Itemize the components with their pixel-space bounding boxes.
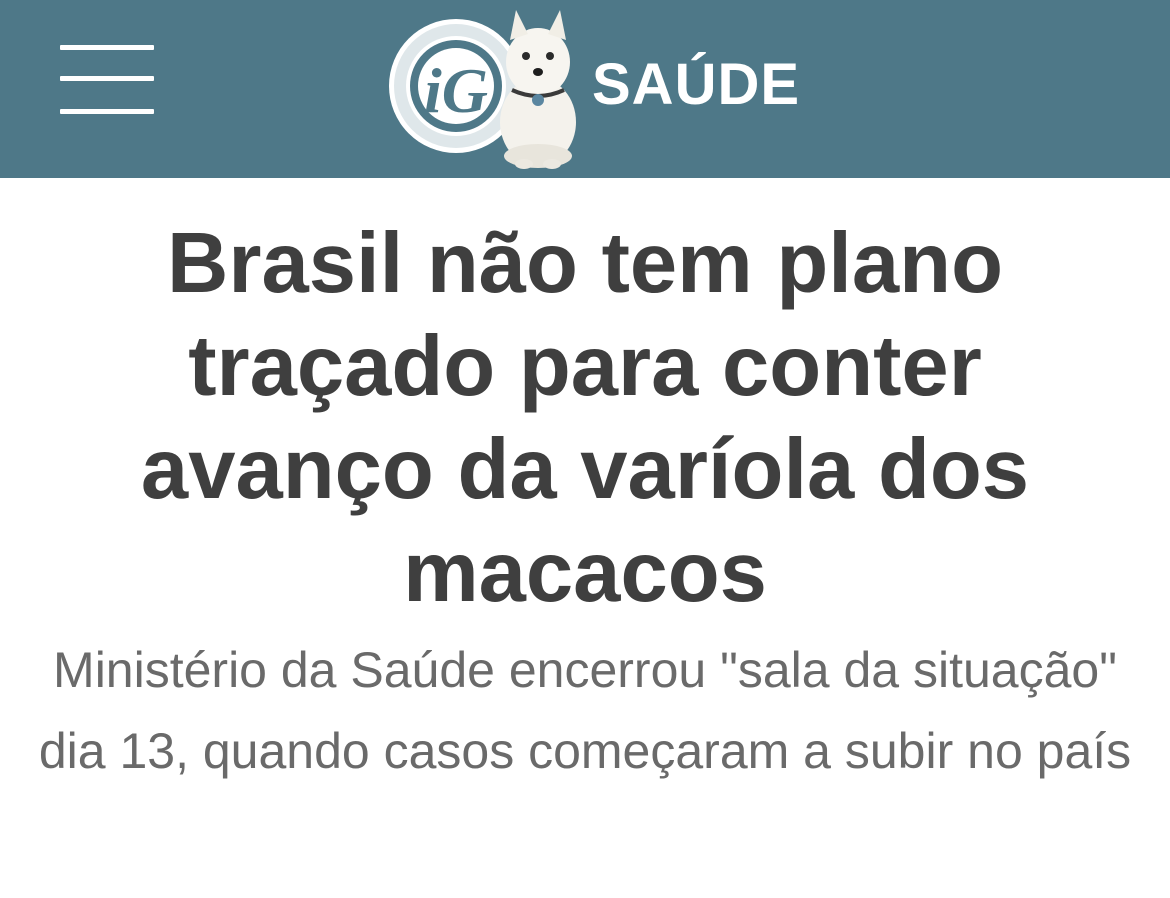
article-subtitle: Ministério da Saúde encerrou "sala da situação" dia 13, quando casos começaram a subir no país — [38, 642, 1132, 779]
ig-logo[interactable] — [378, 4, 588, 172]
article-headline: Brasil não tem plano traçado para conter avanço da varíola dos macacos — [140, 216, 1030, 620]
hamburger-menu-button[interactable] — [60, 45, 154, 117]
site-header — [0, 0, 1170, 178]
logo-text: iG — [424, 55, 488, 126]
section-title[interactable]: SAÚDE — [592, 52, 801, 117]
